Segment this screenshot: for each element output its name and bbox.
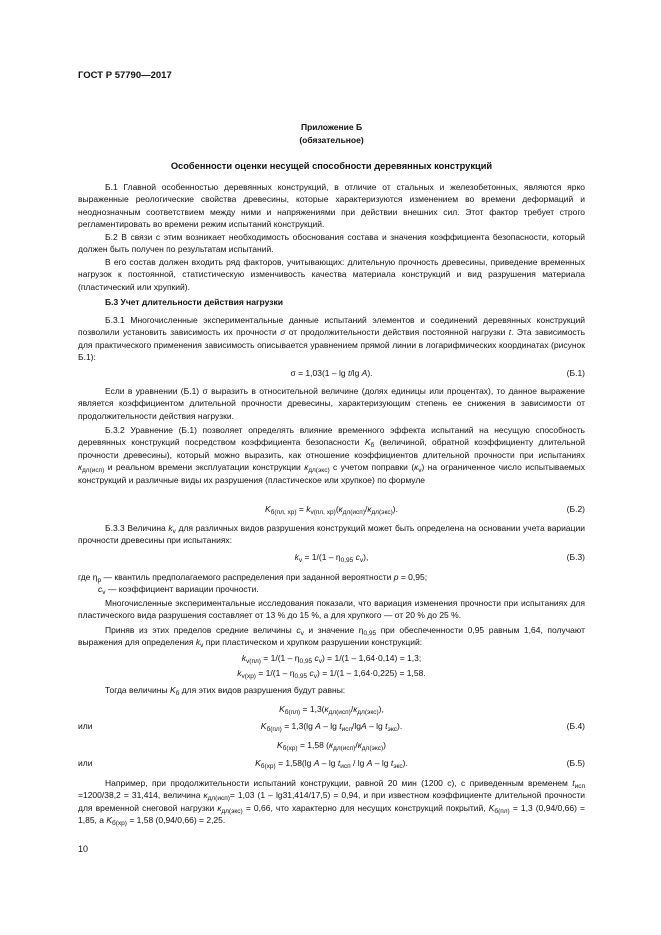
equation-b5: $K_{б(хр)} = 1,58(\lg$ A – $\lg t_{исп}$ / lg A – $\lg t_{экс}$).	[255, 758, 408, 770]
b3-heading: Б.3 Учет длительности действия нагрузки	[105, 297, 283, 307]
equation-number-b5: (Б.5)	[566, 758, 585, 768]
paragraph-b2: Б.2 В связи с этим возникает необходимость обоснования состава и значения коэффициента безопасности, который должен быть получен по результатам испытаний.	[78, 232, 585, 255]
equation-kv-plastic: $k_{v(пл)} = 1/(1 - \eta_{0,95}$ $c_v) = 1/(1 - 1,64\cdot 0,14) = 1,3$;	[241, 653, 422, 665]
equation-b2: $K_{б(пл, хр)} = k_{v(пл, хр)}(к_{дл(исп)}/к_{дл(экс)})$.	[264, 504, 398, 516]
or-label-2: или	[78, 758, 93, 768]
paragraph-b33: Б.3.3 Величина $k_v$ для различных видов разрушения конструкций может быть определена на основании учета вариации прочности древесины при испытаниях:	[78, 523, 585, 546]
paragraph-b1: Б.1 Главной особенностью деревянных конструкций, в отличие от стальных и железобетонных, являются ярко выраженные реологические свойства древесины, которые характеризуются изменением во времени деформаций и неоднозначным соответствием между ними и напряжениями при действии внешних сил. Этот фактор требует строго регламентировать во времени режим испытаний конструкций.	[78, 182, 585, 230]
equation-kb-brittle: $K_{б(хр)} = 1,58$ $(к_{дл(исп)}/к_{дл(экс)})$	[276, 740, 386, 752]
page-number: 10	[78, 844, 89, 854]
paragraph-b2-factors: В его состав должен входить ряд факторов, учитывающих: длительную прочность древесины, приведение временных нагрузок к постоянной, статистическую изменчивость качества материала конструкций и вид разрушения материала (пластический или хрупкий).	[78, 257, 585, 292]
paragraph-example: Например, при продолжительности испытаний конструкции, равной 20 мин (1200 с), с приведенным временем $t_{исп} =1200/38,2 = 31,414$, величина $к_{дл(исп)}= 1,03$ (1 – lg31,414/17,5) = 0,94, и при известном коэффициенте длительной прочности для временной снеговой нагрузки $к_{дл(экс)} = 0,66$, что характерно для несущих конструкций покрытий, $K_{б(пл)} = 1,3$ (0,94/0,66) = 1,85, а $K_{б(хр)} = 1,58$ (0,94/0,66) = 2,25.	[78, 778, 585, 828]
paragraph-b32: Б.3.2 Уравнение (Б.1) позволяет определять влияние временного эффекта испытаний на несущую способность деревянных конструкций посредством коэффициента безопасности $K_б$ (величиной, обратной коэффициенту длительной прочности древесины), который можно выразить, как отношение коэффициентов длительной прочности при испытаниях $к_{дл(исп)}$ и реальном времени эксплуатации конструкции $к_{дл(экс)}$ с учетом поправки $(к_v)$ на ограниченное число испытываемых конструкций и различные виды их разрушения (пластическое или хрупкое) по формуле	[78, 425, 586, 485]
paragraph-then: Тогда величины $K_б$ для этих видов разрушения будут равны:	[105, 685, 346, 697]
paragraph-b31: Б.3.1 Многочисленные экспериментальные данные испытаний элементов и соединений деревянных конструкций позволили установить зависимость их прочности σ от продолжительности действия постоянной нагрузки t. Эта зависимость для практического применения зависимость описывается уравнением прямой линии в логарифмических координатах (рисунок Б.1):	[78, 315, 586, 363]
equation-b4: $K_{б(пл)} = 1,3(\lg$ A – $\lg t_{исп}$/lgA – $\lg t_{экс}$).	[260, 721, 403, 733]
equation-number-b4: (Б.4)	[566, 721, 585, 731]
standard-header: ГОСТ Р 57790—2017	[78, 70, 172, 81]
equation-kv-brittle: $k_{v(хр)} = 1/(1 - \eta_{0,95}$ $c_v) = 1/(1 - 1,64\cdot 0,225) = 1,58$.	[237, 668, 426, 680]
section-title: Особенности оценки несущей способности деревянных конструкций	[170, 161, 493, 171]
where-eta: где $\eta_p$ — квантиль предполагаемого распределения при заданной вероятности p = 0,95;	[78, 572, 428, 584]
or-label-1: или	[78, 721, 93, 731]
paragraph-b1-explanation: Если в уравнении (Б.1) σ выразить в относительной величине (долях единицы или процентах), то данное выражение является коэффициентом длительной прочности древесины, характеризующим степень ее снижения в зависимости от продолжительности действия нагрузки.	[78, 386, 585, 421]
equation-number-b1: (Б.1)	[566, 368, 585, 378]
appendix-title: Приложение Б	[300, 122, 363, 132]
equation-b3: $k_v = 1/(1 - \eta_{0,95}$ $c_v$),	[294, 552, 369, 564]
paragraph-taking-values: Приняв из этих пределов средние величины $c_v$ и значение $\eta_{0,95}$ при обеспеченности 0,95 равным 1,64, получают выражения для определения $k_v$ при пластическом и хрупком разрушении конструкций:	[78, 625, 585, 650]
appendix-status: (обязательное)	[299, 135, 364, 145]
where-cv: $c_v$ — коэффициент вариации прочности.	[98, 584, 259, 596]
equation-kb-plastic: $K_{б(пл)} = 1,3(к_{дл(исп)}/к_{дл(экс)})$,	[279, 704, 384, 716]
equation-b1: σ = 1,03(1 – lg t/lg A).	[290, 368, 373, 378]
paragraph-variation: Многочисленные экспериментальные исследования показали, что вариация изменения прочности при испытаниях для пластического вида разрушения составляет от 13 % до 15 %, а для хрупкого — от 20 % до 25 %.	[78, 598, 585, 621]
equation-number-b3: (Б.3)	[566, 552, 585, 562]
equation-number-b2: (Б.2)	[566, 504, 585, 514]
